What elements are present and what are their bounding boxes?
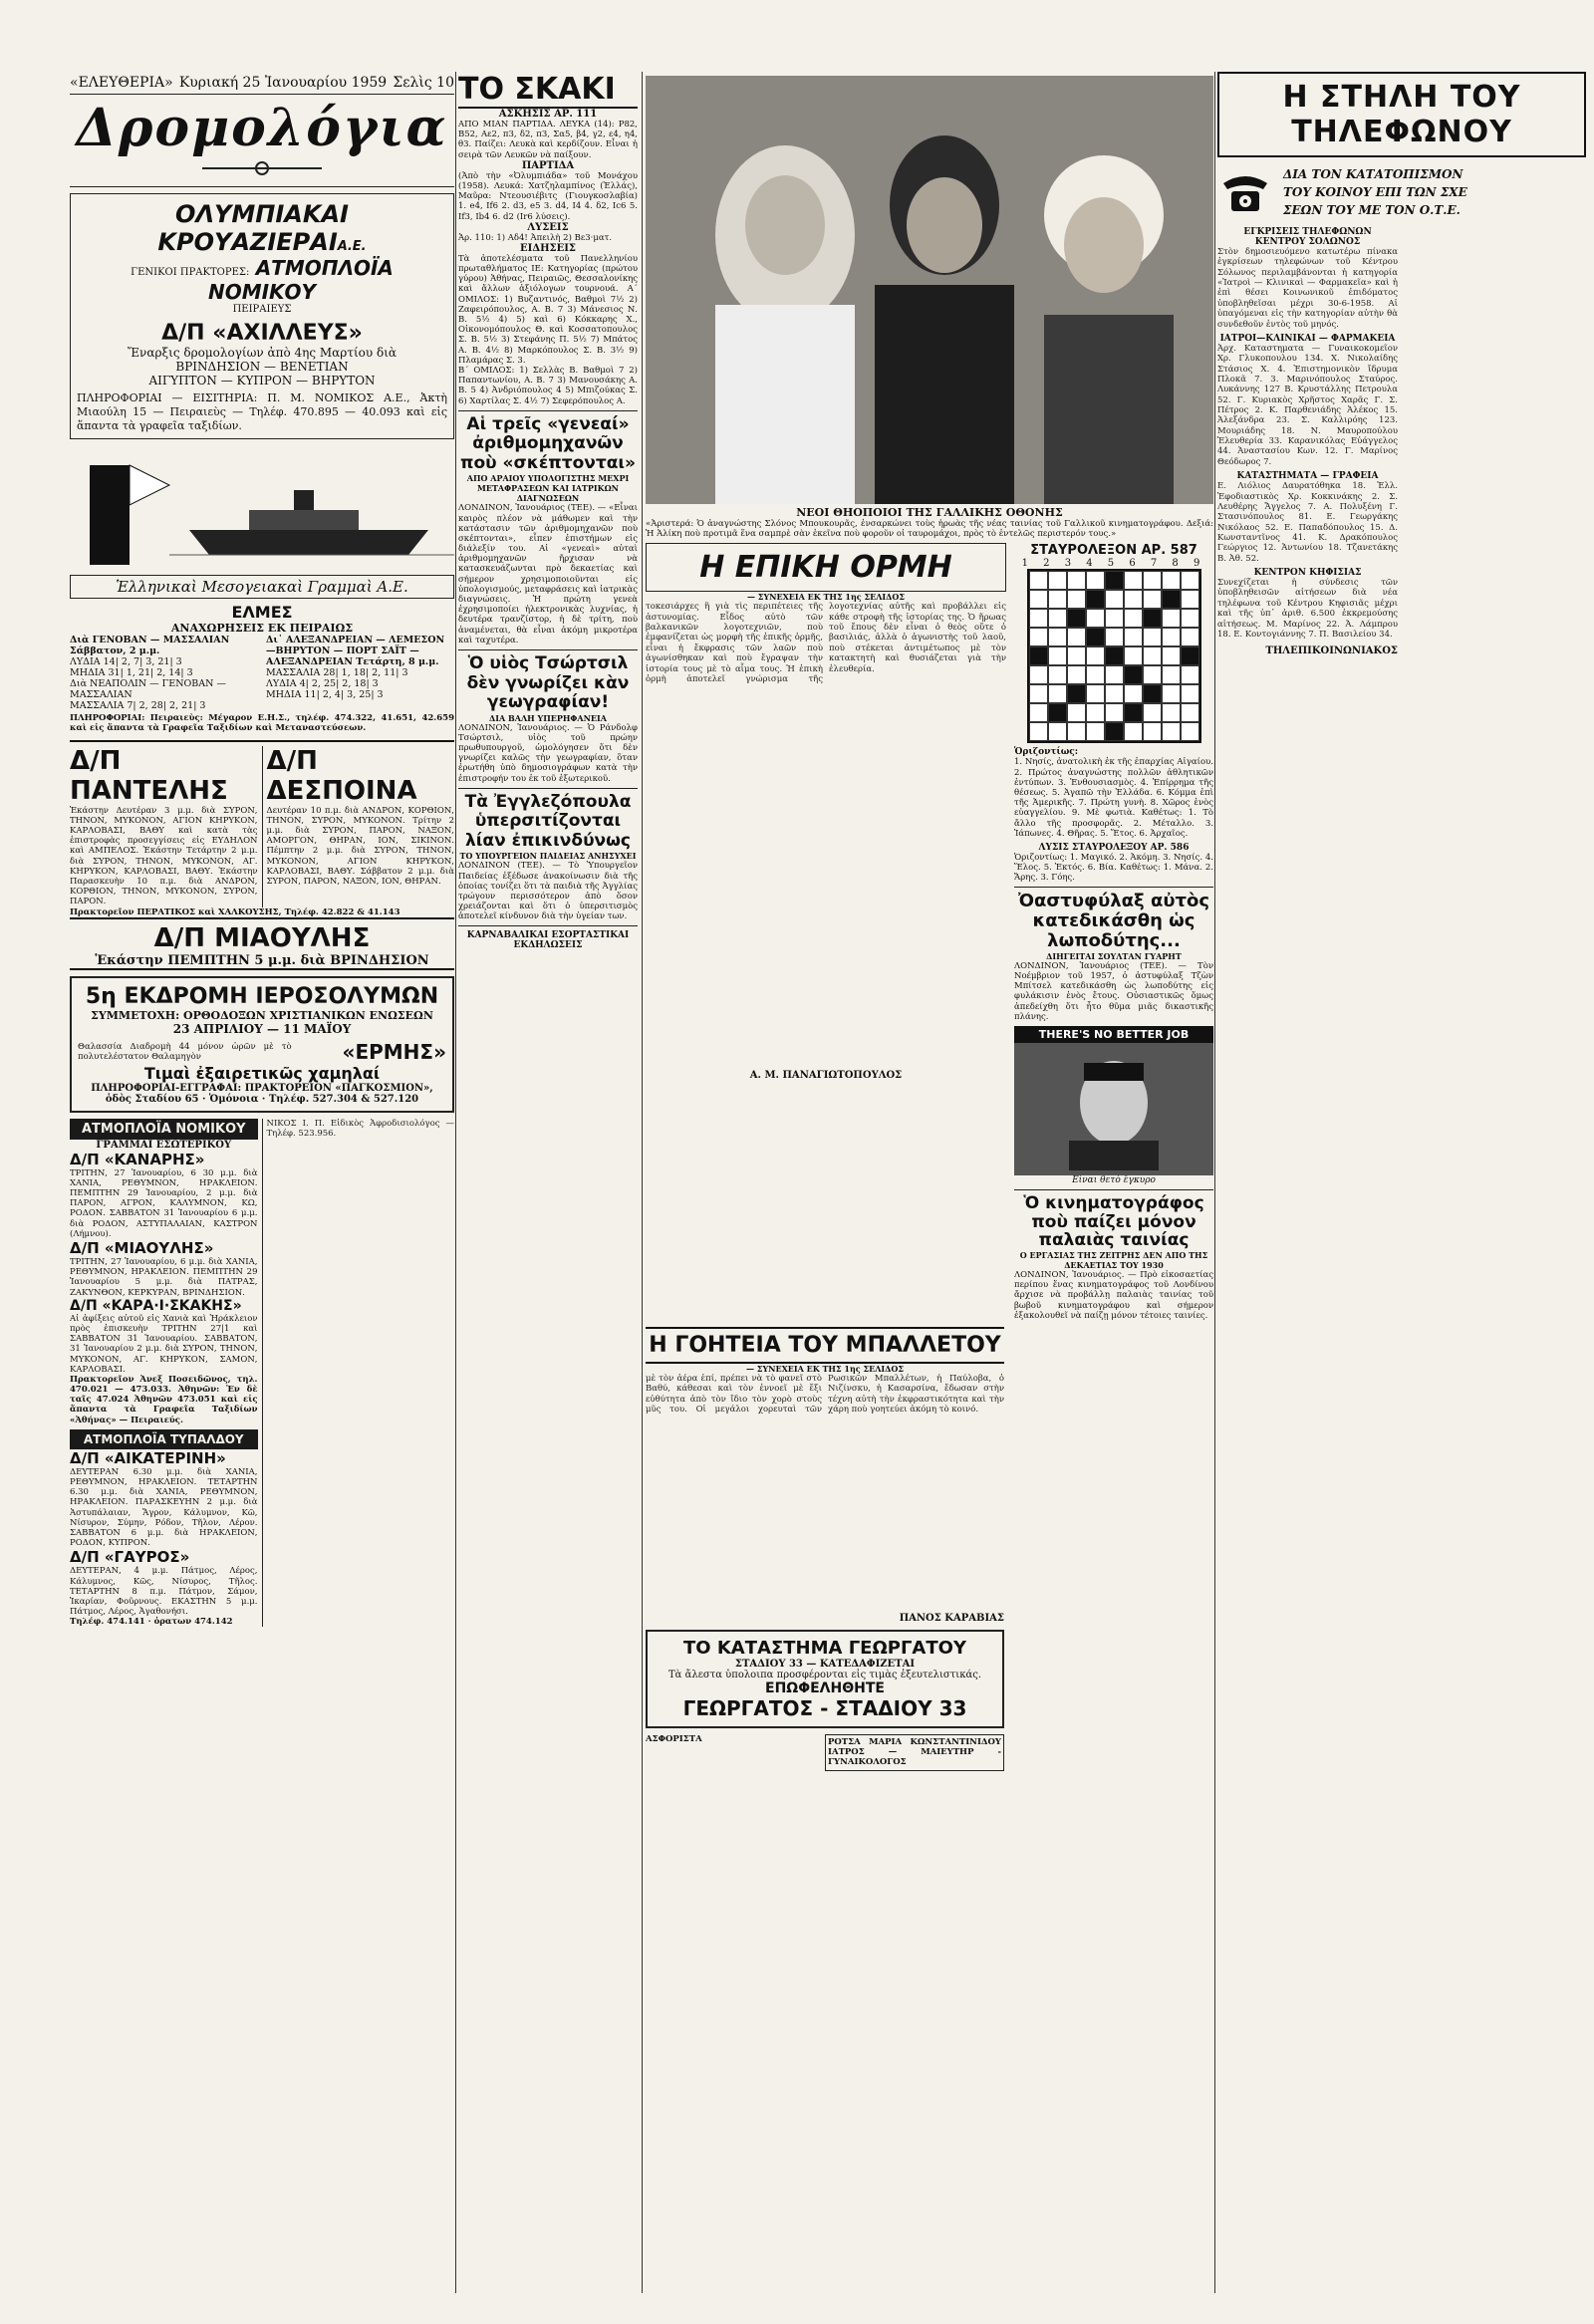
poster-banner: THERE'S NO BETTER JOB: [1014, 1026, 1213, 1043]
crossword-title: ΣΤΑΥΡΟΛΕΞΟΝ ΑΡ. 587: [1030, 543, 1197, 559]
kanaris-text: ΤΡΙΤΗΝ, 27 Ἰανουαρίου, 6 30 μ.μ. διὰ ΧΑΝΙΑ, ΡΕΘΥΜΝΟΝ, ΗΡΑΚΛΕΙΟΝ. ΠΕΜΠΤΗΝ 29 Ἰανουαρίου, 2 μ.μ. διὰ ΠΑΡΟΝ, ΑΓΡΟΝ, ΚΑΛΥΜΝΟΝ, ΚΩ, ΡΟΔΟΝ. ΣΑΒΒΑΤΟΝ 31 Ἰανουαρίου 6 μ.μ. διὰ ΡΟΔΟΝ, ΑΣΤΥΠΑΛΑΙΑΝ, ΚΑΣΤΡΟΝ (Λήμνου).: [70, 1167, 258, 1239]
karaiskakis-text: Αἱ ἀφίξεις αὐτοῦ εἰς Χανιὰ καὶ Ἡράκλειον πρὸς ἐπισκευὴν ΤΡΙΤΗΝ 27|1 καὶ ΣΑΒΒΑΤΟΝ 31 Ἰανουαρίου. ΣΑΒΒΑΤΟΝ, 31 Ἰανουαρίου 2 μ.μ. διὰ ΣΥΡΟΝ, ΤΗΝΟΝ, ΜΥΚΟΝΟΝ, ΑΓ. ΚΗΡΥΚΟΝ, ΣΑΜΟΝ, ΚΑΡΛΟΒΑΣΙ.: [70, 1313, 258, 1375]
crossword-cell: [1124, 628, 1143, 646]
crossword-black-cell: [1143, 684, 1162, 703]
kifisia-title: ΚΕΝΤΡΟΝ ΚΗΦΙΣΙΑΣ: [1253, 568, 1362, 579]
crossword-cell: [1181, 703, 1199, 722]
ship-achilleus-text: Ἔναρξις δρομολογίων ἀπὸ 4ης Μαρτίου διὰ: [127, 346, 398, 360]
georgatos-store-ad: [646, 1630, 1004, 1728]
shops-text: Ε. Λιόλιος Δαυρατόθηκα 18. Ἑλλ. Ἐφοδιαστικὸς Χρ. Κοκκινάκης 2. Σ. Λευθέρης Ἄγγελος 7. Α. Πολυξένη Γ. Στασινόπουλος 81. Ε. Γεωργάκης Νικόλαος 52. Ε. Παπαδόπουλος 15. Δ. Κωνσταντῖνος 41. Κ. Δρακόπουλος Γεώργιος 12. Ἀντωνίου 18. Τζανετάκης Β. Ἀθ. 52.: [1217, 481, 1398, 564]
panteles-block: [70, 746, 258, 907]
aikaterini-title: Δ/Π «ΑΙΚΑΤΕΡΙΝΗ»: [70, 1448, 226, 1467]
elmes-block: [70, 603, 454, 733]
cinema-byline: Ο ΕΡΓΑΣΙΑΣ ΤΗΣ ΖΕΙΤΡΗΣ ΔΕΝ ΑΠΟ ΤΗΣ ΔΕΚΑΕΤΙΑΣ ΤΟΥ 1930: [1019, 1250, 1208, 1271]
churchill-article: ΛΟΝΔΙΝΟΝ, Ἰανουάριος. — Ὁ Ράνδολφ Τσώρτσιλ, υἱὸς τοῦ πρώην πρωθυπουργοῦ, ὡμολόγησεν ὅτι δὲν γνωρίζει καλῶς τὴν γεωγραφίαν, ὅταν ἐρωτήθη ὑπὸ δημοσιογράφων κατὰ τὴν ἐπιστροφήν του ἐκ τοῦ ἐξωτερικοῦ.: [458, 722, 638, 784]
paper-name: «ΕΛΕΥΘΕΡΙΑ»: [70, 75, 173, 91]
children-article: ΛΟΝΔΙΝΟΝ (ΤΕΕ). — Τὸ Ὑπουργεῖον Παιδείας ἐξέδωσε ἀνακοίνωσιν διὰ τῆς ὁποίας τονίζει ὅτι τὰ παιδιὰ τῆς Ἀγγλίας τρώγουν περισσότερον ἀπὸ ὅσον χρειάζονται καὶ ὅτι ὁ ὑπερσιτισμὸς ἀποτελεῖ κίνδυνον διὰ τὴν ὑγείαν των.: [458, 861, 638, 922]
churchill-byline: ΔΙΑ ΒΑΛΗ ΥΠΕΡΗΦΑΝΕΙΑ: [489, 712, 607, 723]
store-address: ΣΤΑΔΙΟΥ 33 — ΚΑΤΕΔΑΦΙΖΕΤΑΙ: [734, 1658, 916, 1670]
crossword-cell: [1162, 571, 1181, 590]
crossword-cell: [1048, 590, 1067, 609]
police-poster-photo: [1014, 1026, 1213, 1175]
column-rule: [1214, 72, 1215, 2293]
solutions-text: Ἀρ. 110: 1) Αδ4! Ἀπειλὴ 2) Βε3·ματ.: [458, 232, 613, 243]
children-headline: Τὰ Ἐγγλεζόπουλα ὑπερσιτίζονται λίαν ἐπικινδύνως: [464, 791, 632, 851]
chess-problem-text: ΑΠΟ ΜΙΑΝ ΠΑΡΤΙΔΑ. ΛΕΥΚΑ (14): Ρ82, Β52, Αε2, π3, δ2, π3, Σα5, β4, γ2, ε4, η4, θ3. Παίζει: Λευκὰ καὶ κερδίζουν. Εἶναι ἡ σειρὰ τῶν Λευκῶν νὰ παίξουν.: [458, 120, 638, 160]
ship-achilleus-name: Δ/Π «ΑΧΙΛΛΕΥΣ»: [161, 321, 363, 346]
excursion-info: ΠΛΗΡΟΦΟΡΙΑΙ-ΕΓΓΡΑΦΑΙ: ΠΡΑΚΤΟΡΕΙΟΝ «ΠΑΓΚΟΣΜΙΟΝ», ὁδὸς Σταδίου 65 · Ὁμόνοια · Τηλέφ. 527.304 & 527.120: [91, 1082, 433, 1105]
anchor-ornament-icon: [202, 158, 322, 178]
nomikos-agents: Πρακτορεῖον Ἀνεξ Ποσειδῶνος, τηλ. 470.021 — 473.033. Ἀθηνῶν: Ἐν δὲ ταῖς 47.024 Ἀθηνῶν 473.051 καὶ εἰς ἅπαντα τὰ Γραφεῖα Ταξιδίων «Ἀθήνας» — Πειραιεύς.: [70, 1374, 258, 1425]
telephone-column: [1217, 72, 1586, 2293]
kifisia-text: Συνεχίζεται ἡ σύνδεσις τῶν ὑποβληθεισῶν αἰτήσεων διὰ νέα τηλέφωνα τοῦ Κέντρου Κηφισιᾶς μέχρι καὶ τῆς ὑπ᾽ ἀριθ. 6.500 ἐκκρεμούσης αἰτήσεως. Μ. Μαρίνος 22. Ἀ. Λάμπρου 18. Ε. Κοντογιάννης 7. Π. Βασιλείου 34.: [1217, 578, 1398, 640]
crossword-cell: [1124, 646, 1143, 665]
gavros-title: Δ/Π «ΓΑΥΡΟΣ»: [70, 1548, 190, 1567]
cinema-text: ΛΟΝΔΙΝΟΝ, Ἰανουάριος. — Πρὸ εἰκοσαετίας περίπου ἕνας κινηματογράφος τοῦ Λονδίνου ἄρχισε νὰ προβάλλῃ παλαιὰς ταινίας τοῦ βωβοῦ κινηματογράφου καὶ σήμερον ἐξακολουθεῖ νὰ παίζῃ μόνον τέτοιες ταινίες.: [1014, 1270, 1213, 1321]
crossword-cell: [1029, 609, 1048, 628]
crossword-cell: [1181, 628, 1199, 646]
small-ad-1: ΑΣΦΟΡΙΣΤΑ: [646, 1733, 702, 1744]
crossword-cell: [1143, 571, 1162, 590]
elmes-left-head: Διὰ ΓΕΝΟΒΑΝ — ΜΑΣΣΑΛΙΑΝ Σάββατον, 2 μ.μ.: [70, 635, 230, 657]
crossword-cell: [1124, 590, 1143, 609]
policeman-byline: ΔΙΗΓΕΙΤΑΙ ΣΟΥΛΤΑΝ ΓΥΑΡΗΤ: [1046, 950, 1182, 961]
crossword-cell: [1067, 703, 1086, 722]
crossword-cell: [1048, 646, 1067, 665]
shops-title: ΚΑΤΑΣΤΗΜΑΤΑ — ΓΡΑΦΕΙΑ: [1236, 471, 1379, 482]
agents-name: ΑΤΜΟΠΛΟΪΑ ΝΟΜΙΚΟΥ: [207, 256, 394, 304]
crossword-cell: [1181, 665, 1199, 684]
elmes-right-row: ΜΗΔΙΑ 11| 2, 4| 3, 25| 3: [266, 689, 384, 701]
elmes-left-row: ΛΥΔΙΑ 14| 2, 7| 3, 21| 3: [70, 656, 182, 668]
agents-label: ΓΕΝΙΚΟΙ ΠΡΑΚΤΟΡΕΣ:: [131, 267, 250, 278]
crossword-cell: [1124, 722, 1143, 741]
crossword-cell: [1029, 722, 1048, 741]
crossword-black-cell: [1181, 646, 1199, 665]
ballet-headline: Η ΓΟΗΤΕΙΑ ΤΟΥ ΜΠΑΛΛΕΤΟΥ: [646, 1327, 1004, 1364]
miaoulis2-text: ΤΡΙΤΗΝ, 27 Ἰανουαρίου, 6 μ.μ. διὰ ΧΑΝΙΑ, ΡΕΘΥΜΝΟΝ, ΗΡΑΚΛΕΙΟΝ. ΠΕΜΠΤΗΝ 29 Ἰανουαρίου 5 μ.μ. διὰ ΠΑΤΡΑΣ, ΖΑΚΥΝΘΟΝ, ΚΕΡΚΥΡΑΝ, ΒΡΙΝΔΗΣΙΟΝ.: [70, 1257, 258, 1298]
excursion-prices: Τιμαὶ ἐξαιρετικῶς χαμηλαί: [143, 1063, 381, 1083]
crossword-cell: [1086, 703, 1105, 722]
doctors-text: Ἀρχ. Καταστηματα — Γυναικοκομεῖον Χρ. Γλυκοπουλου 134. Χ. Νικολαίδης Στάσιος Χ. 4. Ἐπιστημονικὸν ἴδρυμα Πλοκᾶ 7. 3. Μαρινόπουλος Σταύρος. Λυκάννης 127 Β. Κρυστάλλης Πετρουλα 52. Γ. Κυριακὸς Χρῆστος Χαρᾶς Γ. Σ. Πέτρος 2. Κ. Παρθενιάδης Ἀλέκος 15. Ἀλεξάνδρα 23. Σ. Καλλιρόης 123. Μουριάδης 18. Ν. Μαυροπούλου Ἐλευθερία 33. Καρανικόλας Εὐάγγελος 44. Ἀναστασίου Κων. 12. Γ. Μαρίνος Θεόδωρος 7.: [1217, 343, 1398, 467]
telephone-subtitle-1: ΔΙΑ ΤΟΝ ΚΑΤΑΤΟΠΙΣΜΟΝ: [1283, 167, 1463, 181]
excursion-title: 5η ΕΚΔΡΟΜΗ ΙΕΡΟΣΟΛΥΜΩΝ: [85, 983, 439, 1009]
crossword-black-cell: [1067, 609, 1086, 628]
ballet-article: [646, 1327, 1004, 1624]
jerusalem-excursion-ad: [70, 976, 454, 1113]
photo-caption-title: ΝΕΟΙ ΘΗΟΠΟΙΟΙ ΤΗΣ ΓΑΛΛΙΚΗΣ ΟΘΟΝΗΣ: [796, 506, 1063, 519]
news-text-2: Β΄ ΟΜΙΛΟΣ: 1) Σελλὰς Β. Βαθμοὶ 7 2) Παπαντωνίου, Α. Β. 7 3) Μανουσάκης Α. Β. 5 4) Ἀνδριόπουλος 4 5) Μπιζούκας Σ. 6) Χαρτίλας Σ. 4½ 7) Σεφερόπουλος Α.: [458, 365, 638, 406]
crossword-cell: [1067, 571, 1086, 590]
elmes-right-row: ΛΥΔΙΑ 4| 2, 25| 2, 18| 3: [266, 678, 379, 690]
crossword-cell: [1029, 665, 1048, 684]
miaoulis-title: Δ/Π ΜΙΑΟΥΛΗΣ: [153, 922, 371, 953]
crossword-cell: [1181, 684, 1199, 703]
crossword-cell: [1162, 628, 1181, 646]
nomikos-domestic-lines: ΓΡΑΜΜΑΙ ΕΣΩΤΕΡΙΚΟΥ: [96, 1139, 232, 1151]
crossword-cell: [1029, 628, 1048, 646]
crossword-cell: [1162, 609, 1181, 628]
page-number: Σελὶς 10: [393, 75, 454, 91]
children-byline: ΤΟ ΥΠΟΥΡΓΕΙΟΝ ΠΑΙΔΕΙΑΣ ΑΝΗΣΥΧΕΙ: [459, 851, 637, 862]
crossword-cell: [1162, 722, 1181, 741]
carnival-ad: ΚΑΡΝΑΒΑΛΙΚΑΙ ΕΣΟΡΤΑΣΤΙΚΑΙ ΕΚΔΗΛΩΣΕΙΣ: [466, 930, 630, 951]
cruise-suffix: Α.Ε.: [337, 239, 367, 254]
crossword-cell: [1029, 703, 1048, 722]
crossword-black-cell: [1067, 684, 1086, 703]
crossword-cell: [1124, 609, 1143, 628]
store-slogan: ΕΠΩΦΕΛΗΘΗΤΕ: [765, 1679, 885, 1696]
crossword-solution: Ὁριζοντίως: 1. Μαγικό. 2. Ἀκόμη. 3. Νησίς. 4. Ἕλος. 5. Ἐκτός. 6. Βία. Καθέτως: 1. Μάνα. 2. Ἄρης. 3. Γόης.: [1014, 852, 1213, 884]
crossword-cell: [1086, 571, 1105, 590]
cinema-headline: Ὁ κινηματογράφος ποὺ παίζει μόνον παλαιὰς ταινίας: [1023, 1192, 1204, 1251]
crossword-cell: [1086, 609, 1105, 628]
chess-problem-title: ΑΣΚΗΣΙΣ ΑΡ. 111: [498, 109, 598, 120]
poster-caption: Εἶναι θετὸ ἔγκυρο: [1072, 1174, 1156, 1185]
crossword-cell: [1048, 571, 1067, 590]
karaiskakis-title: Δ/Π «ΚΑΡΑ·Ι·ΣΚΑΚΗΣ»: [70, 1297, 242, 1314]
crossword-cell: [1105, 609, 1124, 628]
crossword-cell: [1048, 665, 1067, 684]
french-actors-photo: [646, 76, 1213, 504]
crossword-cell: [1143, 646, 1162, 665]
bottom-ad: ΝΙΚΟΣ Ι. Π. Εἰδικὸς Ἀφροδισιολόγος — Τηλέφ. 523.956.: [266, 1118, 454, 1140]
crossword-cell: [1143, 722, 1162, 741]
ship-illustration: [70, 445, 454, 575]
policeman-text: ΛΟΝΔΙΝΟΝ, Ἰανουάριος (ΤΕΕ). — Τὸν Νοέμβριον τοῦ 1957, ὁ ἀστυφύλαξ Τζὼν Μπίτσελ κατεδικάσθη ὡς λωποδύτης εἰς φυλάκισιν ἑνὸς ἔτους. Οὐσιαστικῶς ὅμως ἀπεδείχθη ὅτι ἦτο θῦμα μιᾶς δικαστικῆς πλάνης.: [1014, 960, 1213, 1022]
crossword-cell: [1105, 590, 1124, 609]
crossword-cell: [1162, 665, 1181, 684]
solonos-approvals-title: ΕΓΚΡΙΣΕΙΣ ΤΗΛΕΦΩΝΩΝ ΚΕΝΤΡΟΥ ΣΟΛΩΝΟΣ: [1243, 227, 1372, 247]
computers-article: ΛΟΝΔΙΝΟΝ, Ἰανουάριος (ΤΕΕ). — «Εἶναι καιρὸς πλέον νὰ μάθωμεν καὶ τὴν κατάστασιν τῶν ἀριθμομηχανῶν ποὺ σκέπτονται», εἶπεν ἐπιστήμων εἰς διάλεξίν του. Αἱ «γενεαὶ» αὐταὶ ἀριθμομηχανῶν ἤρχισαν νὰ κατασκευάζωνται πρὸ δεκαετίας καὶ σήμερον χρησιμοποιοῦνται εἰς ὑπολογισμούς, μεταφράσεις καὶ ἰατρικὰς διαγνώσεις. Ἡ πρώτη γενεὰ ἐχρησιμοποίει ἠλεκτρονικὰς λυχνίας, ἡ δευτέρα τρανζίστορ, ἡ δὲ τρίτη, ποὺ ἀναμένεται, θὰ εἶναι ἀκόμη μικροτέρα καὶ ταχυτέρα.: [458, 503, 638, 646]
crossword-cell: [1105, 703, 1124, 722]
crossword-black-cell: [1029, 646, 1048, 665]
crossword-cell: [1143, 665, 1162, 684]
nomikos-lines-block: [70, 1119, 258, 1628]
crossword-cell: [1181, 590, 1199, 609]
solonos-approvals-text: Στὸν δημοσιευόμενο κατωτέρω πίνακα ἐγκρίσεων τηλεφώνων τοῦ Κέντρου Σόλωνος περιλαμβάνονται ἡ κατηγορία «Ἰατροὶ — Κλινικαὶ — Φαρμακεῖα» καὶ ἡ ἐπὶ θέσει Κοινωνικοῦ ἐπιδόματος ὑποβληθεῖσαι μέχρι 30-6-1958. Αἱ ὑπαγόμεναι εἰς τὴν κατηγορίαν αὐτὴν θὰ συνδεθοῦν ἐντὸς τοῦ μηνός.: [1217, 247, 1398, 330]
column-signature: ΤΗΛΕΠΙΚΟΙΝΩΝΙΑΚΟΣ: [1265, 646, 1398, 657]
crossword-black-cell: [1086, 590, 1105, 609]
elmes-left-row: ΜΑΣΣΑΛΙΑ 7| 2, 28| 2, 21| 3: [70, 700, 206, 712]
telephone-subtitle-3: ΣΕΩΝ ΤΟΥ ΜΕ ΤΟΝ Ο.Τ.Ε.: [1283, 203, 1461, 217]
crossword-cell: [1048, 722, 1067, 741]
features-column: [646, 72, 1213, 2293]
crossword-cell: [1048, 628, 1067, 646]
excursion-ship-text: Θαλασσία Διαδρομὴ 44 μόνον ὡρῶν μὲ τὸ πολυτελέστατον Θαλαμηγὸν: [78, 1041, 292, 1062]
aikaterini-text: ΔΕΥΤΕΡΑΝ 6.30 μ.μ. διὰ ΧΑΝΙΑ, ΡΕΘΥΜΝΟΝ, ΗΡΑΚΛΕΙΟΝ. ΤΕΤΑΡΤΗΝ 6.30 μ.μ. διὰ ΧΑΝΙΑ, ΡΕΘΥΜΝΟΝ, ΗΡΑΚΛΕΙΟΝ. ΠΑΡΑΣΚΕΥΗΝ 2 μ.μ. διὰ Ἀστυπάλαιαν, Ἄγρον, Κάλυμνον, Κῶ, Νίσυρον, Σύμην, Ρόδον, Τῆλον, Λέρον. ΣΑΒΒΑΤΟΝ 6 μ.μ. διὰ ΗΡΑΚΛΕΙΟΝ, ΡΟΔΟΝ, ΚΥΠΡΟΝ.: [70, 1466, 258, 1549]
hellenic-lines-name: Ἑλληνικαὶ Μεσογειακαὶ Γραμμαὶ Α.Ε.: [70, 575, 454, 599]
kanaris-title: Δ/Π «ΚΑΝΑΡΗΣ»: [70, 1150, 205, 1168]
panteles-title: Δ/Π ΠΑΝΤΕΛΗΣ: [70, 745, 228, 806]
crossword-cell: [1067, 646, 1086, 665]
crossword-black-cell: [1105, 722, 1124, 741]
game-text: (Ἀπὸ τὴν «Ὀλυμπιάδα» τοῦ Μονάχου (1958). Λευκά: Χατζηλαμπίνος (Ἑλλάς), Μαῦρα: Ντεουσιέβιτς (Γιουγκοσλαβία) 1. e4, Ιf6 2. d3, e5 3. d4, Ι4 4. δ2, Ιc6 5. Ιf3, Ιb4 6. d2 (Ιr6 λύσεις).: [458, 170, 638, 222]
crossword-cell: [1086, 722, 1105, 741]
crossword-cell: [1067, 665, 1086, 684]
crossword-cell: [1067, 722, 1086, 741]
crossword-cell: [1105, 684, 1124, 703]
crossword-cell: [1143, 590, 1162, 609]
miaoulis2-title: Δ/Π «ΜΙΑΟΥΛΗΣ»: [70, 1239, 214, 1257]
ballet-text: μὲ τὸν ἀέρα ἐπί, πρέπει νὰ τὸ φανεῖ στὸ Βαθύ, κάθεσαι καὶ τὸν ἐννοεῖ μὲ ἔξι εὐθύτητα ἀπὸ τὸν ἴδιο τὸν χορὸ στοὺς μῦς του. Οἱ μεγάλοι χορευταὶ τῶν Ρωσικῶν Μπαλλέτων, ἡ Παύλοβα, ὁ Νιζίνσκυ, ἡ Κασαρσίνα, ἔδωσαν στὴν τέχνη αὐτὴ τὴν ἐκφραστικότητα καὶ τὴν χάρη ποὺ γοητεύει ἀκόμη τὸ κοινό.: [646, 1373, 1004, 1416]
elmes-subtitle: ΑΝΑΧΩΡΗΣΕΙΣ ΕΚ ΠΕΙΡΑΙΩΣ: [170, 622, 354, 636]
despoina-block: [262, 746, 455, 907]
solutions-title: ΛΥΣΕΙΣ: [527, 221, 569, 233]
store-title: ΤΟ ΚΑΤΑΣΤΗΜΑ ΓΕΩΡΓΑΤΟΥ: [683, 1637, 966, 1659]
crossword-cell: [1181, 571, 1199, 590]
crossword-clues: 1. Νησίς, ἀνατολικὴ ἐκ τῆς ἐπαρχίας Αἰγαίου. 2. Πρώτος ἀναγνώστης πολλῶν ἀθλητικῶν ἐντύπων. 3. Ἐνθουσιασμὸς. 4. Ἐπίρρημα τῆς θέσεως. 5. Ἀγαπῶ τὴν Ἑλλάδα. 6. Κόμμα ἐπὶ τῆς Ἀμερικῆς. 7. Πρώτη γυνὴ. 8. Χῶρος ἑνὸς εὐαγγελίου. 9. Μὲ φωτιὰ. Καθέτως: 1. Τὸ ἄλλο τῆς προσφορᾶς. 2. Μέταλλο. 3. Ἰάπωνες. 4. Θῆρας. 5. Ἔτος. 6. Ἀρχαῖος.: [1014, 757, 1213, 839]
crossword-clues-title: Ὁριζοντίως:: [1014, 747, 1079, 758]
crossword-black-cell: [1162, 590, 1181, 609]
crossword-cell: [1143, 703, 1162, 722]
crossword-black-cell: [1124, 703, 1143, 722]
crossword-cell: [1086, 665, 1105, 684]
ship-achilleus-route2: ΑΙΓΥΠΤΟΝ — ΚΥΠΡΟΝ — ΒΗΡΥΤΟΝ: [148, 374, 376, 387]
crossword-cell: [1162, 703, 1181, 722]
crossword-cell: [1105, 628, 1124, 646]
olympic-cruises-ad: [70, 193, 454, 439]
churchill-headline: Ὁ υἱὸς Τσώρτσιλ δὲν γνωρίζει κὰν γεωγραφίαν!: [466, 652, 630, 713]
schedules-logo: Δρομολόγια: [76, 98, 448, 158]
telephone-subtitle-2: ΤΟΥ ΚΟΙΝΟΥ ΕΠΙ ΤΩΝ ΣΧΕ: [1283, 185, 1467, 199]
ship-achilleus-info: ΠΛΗΡΟΦΟΡΙΑΙ — ΕΙΣΙΤΗΡΙΑ: Π. Μ. ΝΟΜΙΚΟΣ Α.Ε., Ἀκτὴ Μιαούλη 15 — Πειραιεὺς — Τηλέφ. 470.895 — 40.093 καὶ εἰς ἅπαντα τὰ γραφεῖα ταξιδίων.: [77, 391, 447, 432]
crossword-block: [1014, 543, 1213, 1321]
crossword-black-cell: [1143, 609, 1162, 628]
despoina-text: Δευτέραν 10 π.μ. διὰ ΑΝΔΡΟΝ, ΚΟΡΘΙΟΝ, ΤΗΝΟΝ, ΣΥΡΟΝ, ΜΥΚΟΝΟΝ. Τρίτην 2 μ.μ. διὰ ΣΥΡΟΝ, ΠΑΡΟΝ, ΝΑΞΟΝ, ΑΜΟΡΓΟΝ, ΘΗΡΑΝ, ΙΟΝ, ΣΙΚΙΝΟΝ. Πέμπτην 2 μ.μ. διὰ ΣΥΡΟΝ, ΤΗΝΟΝ, ΜΥΚΟΝΟΝ, ΑΓΙΟΝ ΚΗΡΥΚΟΝ, ΚΑΡΛΟΒΑΣΙ, ΒΑΘΥ. Σάββατον 2 μ.μ. διὰ ΣΥΡΟΝ, ΠΑΡΟΝ, ΝΑΞΟΝ, ΙΟΝ, ΘΗΡΑΝ.: [266, 805, 454, 887]
crossword-cell: [1181, 609, 1199, 628]
ship-achilleus-route1: ΒΡΙΝΔΗΣΙΟΝ — ΒΕΝΕΤΙΑΝ: [175, 360, 349, 374]
epic-author: Α. Μ. ΠΑΝΑΓΙΩΤΟΠΟΥΛΟΣ: [749, 1070, 903, 1082]
masthead-line: [70, 72, 454, 95]
issue-date: Κυριακή 25 Ἰανουαρίου 1959: [178, 75, 388, 91]
column-rule: [455, 72, 456, 2293]
elmes-left-row: ΜΗΔΙΑ 31| 1, 21| 2, 14| 3: [70, 667, 193, 679]
typaldos-logo: ΑΤΜΟΠΛΟΪΑ ΤΥΠΑΛΔΟΥ: [70, 1429, 258, 1449]
chess-column: [458, 72, 638, 2273]
computers-byline: ΑΠΟ ΑΡΑΙΟΥ ΥΠΟΛΟΓΙΣΤΗΣ ΜΕΧΡΙ ΜΕΤΑΦΡΑΣΕΩΝ ΚΑΙ ΙΑΤΡΙΚΩΝ ΔΙΑΓΝΩΣΕΩΝ: [466, 473, 630, 504]
crossword-cell: [1124, 571, 1143, 590]
doctors-title: ΙΑΤΡΟΙ—ΚΛΙΝΙΚΑΙ — ΦΑΡΜΑΚΕΙΑ: [1219, 333, 1396, 344]
excursion-dates: 23 ΑΠΡΙΛΙΟΥ — 11 ΜΑΪΟΥ: [172, 1021, 352, 1036]
news-text: Τὰ ἀποτελέσματα τοῦ Πανελληνίου πρωταθλήματος ΙΕ: Κατηγορίας (πρώτου γύρου) Ἀθήνας, Πειραιῶς, Θεσσαλονίκης καὶ ἄλλων ἀξιόλογων τουρνουά. Α΄ ΟΜΙΛΟΣ: 1) Βυζαντινός, Βαθμοὶ 7½ 2) Ζαφειρόπουλος, Α. Β. 7 3) Μάνεσιος Ν. Β. 5½ 4) 5) καὶ 6) Κόκκαρης Χ., Οἰκονομόπουλος Θ. καὶ Κοσσατοπουλος Σ. Β. 5½ 3) Στεφάνης Π. 5½ 7) Μπάτος Α. Β. 4½ 8) Μαρκόπουλος Σ. Β. 3½ 9) Πλαμάρας Σ. 3.: [458, 253, 638, 366]
elmes-title: ΕΛΜΕΣ: [231, 603, 293, 623]
crossword-black-cell: [1124, 665, 1143, 684]
column-rule: [642, 72, 643, 2293]
nomikos-logo: ΑΤΜΟΠΛΟΪΑ ΝΟΜΙΚΟΥ: [70, 1119, 258, 1140]
telephone-column-title: Η ΣΤΗΛΗ ΤΟΥ ΤΗΛΕΦΩΝΟΥ: [1217, 72, 1586, 157]
crossword-cell: [1029, 684, 1048, 703]
despoina-title: Δ/Π ΔΕΣΠΟΙΝΑ: [266, 745, 417, 806]
excursion-subtitle: ΣΥΜΜΕΤΟΧΗ: ΟΡΘΟΔΟΞΩΝ ΧΡΙΣΤΙΑΝΙΚΩΝ ΕΝΩΣΕΩΝ: [91, 1008, 433, 1022]
agents-city: ΠΕΙΡΑΙΕΥΣ: [232, 304, 292, 315]
crossword-cell: [1048, 609, 1067, 628]
computers-headline: Αἱ τρεῖς «γενεαί» ἀριθμομηχανῶν ποὺ «σκέπτονται»: [460, 413, 636, 473]
game-title: ΠΑΡΤΙΔΑ: [521, 159, 575, 171]
excursion-ship-name: «ΕΡΜΗΣ»: [342, 1039, 446, 1064]
photo-caption: «Ἀριστερά: Ὁ ἀναγνώστης Σλόνος Μπουκουρᾶς, ἐνσαρκώνει τοὺς ἡρωὰς τῆς νέας ταινίας τοῦ Γαλλικοῦ κινηματογράφου. Δεξιά: Ἡ Ἀλίκη ποὺ προτιμᾶ ἕνα σαμπρὲ σὰν ἐκεῖνα ποὺ φοροῦν οἱ ταυρομάχοι, πρὸς τὸ ἐντελῶς περιστερόν τους.»: [646, 519, 1213, 540]
cruise-title: ΟΛΥΜΠΙΑΚΑΙ ΚΡΟΥΑΖΙΕΡΑΙ: [157, 200, 349, 256]
crossword-grid: [1027, 569, 1201, 743]
epic-article: [646, 543, 1006, 1321]
crossword-cell: [1105, 665, 1124, 684]
news-title: ΕΙΔΗΣΕΙΣ: [520, 242, 576, 254]
elmes-left-row: Διὰ ΝΕΑΠΟΛΙΝ — ΓΕΝΟΒΑΝ — ΜΑΣΣΑΛΙΑΝ: [70, 678, 226, 701]
small-ad-2: ΡΟΤΣΑ ΜΑΡΙΑ ΚΩΝΣΤΑΝΤΙΝΙΔΟΥ ΙΑΤΡΟΣ — ΜΑΙΕΥΤΗΡ - ΓΥΝΑΙΚΟΛΟΓΟΣ: [825, 1734, 1004, 1771]
crossword-cell: [1067, 628, 1086, 646]
crossword-black-cell: [1105, 571, 1124, 590]
crossword-black-cell: [1105, 646, 1124, 665]
despoina-agents: Πρακτορεῖον ΠΕΡΑΤΙΚΟΣ καὶ ΧΑΛΚΟΥΣΗΣ, Τηλέφ. 42.822 & 41.143: [70, 907, 454, 919]
store-text: Τὰ ἄλεστα ὑπολοιπα προσφέρονται εἰς τιμὰς ἐξευτελιστικάς.: [668, 1669, 981, 1680]
crossword-cell: [1162, 684, 1181, 703]
telephone-icon: [1217, 167, 1273, 217]
miaoulis-text: Ἑκάστην ΠΕΜΠΤΗΝ 5 μ.μ. διὰ ΒΡΙΝΔΗΣΙΟΝ: [95, 952, 429, 968]
epic-headline: Η ΕΠΙΚΗ ΟΡΜΗ: [646, 543, 1006, 592]
crossword-black-cell: [1048, 703, 1067, 722]
crossword-cell: [1048, 684, 1067, 703]
elmes-info: ΠΛΗΡΟΦΟΡΙΑΙ: Πειραιεὺς: Μέγαρον Ε.Η.Σ., τηλέφ. 474.322, 41.651, 42.659 καὶ εἰς ἅπαντα τὰ Γραφεῖα Ταξιδίων καὶ Μεταναστεύσεων.: [70, 713, 454, 734]
store-name: ΓΕΩΡΓΑΤΟΣ - ΣΤΑΔΙΟΥ 33: [682, 1695, 967, 1720]
epic-text: τοκεσιάρχες ἢ γιὰ τὶς περιπέτειες τῆς ἀστυνομίας. Εἶδος αὐτὸ τῶν βαλκανικῶν λογοτεχνιῶν, ποὺ ἐμφανίζεται ὡς μορφὴ τῆς ἐπικῆς ὁρμῆς, εἶναι ἡ ἔκφρασις τῶν λαῶν ποὺ ἀγωνίσθηκαν καὶ ποὺ ἔγραψαν τὴν ἱστορία τους μὲ τὸ αἷμα τους. Ἡ ἐπικὴ ὁρμὴ ἀποτελεῖ γνώρισμα τῆς λογοτεχνίας αὐτῆς καὶ προβάλλει εἰς κάθε στροφὴ τῆς ἱστορίας της. Ὁ ἥρωας τοῦ ἔπους δὲν εἶναι ὁ θεὸς οὔτε ὁ βασιλιάς, ἀλλὰ ὁ ἀγωνιστὴς τοῦ λαοῦ, ποὺ στέκεται ἀντιμέτωπος μὲ τὸν κατακτητὴ καὶ θυσιάζεται γιὰ τὴν ἐλευθερία.: [646, 602, 1006, 684]
gavros-agents: Τηλέφ. 474.141 · ὁρατων 474.142: [70, 1617, 233, 1628]
gavros-text: ΔΕΥΤΕΡΑΝ, 4 μ.μ. Πάτμος, Λέρος, Κάλυμνος, Κῶς, Νίσυρος, Τῆλος. ΤΕΤΑΡΤΗΝ 8 π.μ. Πάτμον, Σάμον, Ἰκαρίαν, Φοῦρνους. ΕΚΑΣΤΗΝ 5 μ.μ. Πάτμος, Λέρος, Ἀγαθονήσι.: [70, 1566, 258, 1618]
chess-title: ΤΟ ΣΚΑΚΙ: [458, 72, 638, 109]
crossword-cell: [1124, 684, 1143, 703]
elmes-right-head: Δι᾽ ΑΛΕΞΑΝΔΡΕΙΑΝ — ΛΕΜΕΣΟΝ —ΒΗΡΥΤΟΝ — ΠΟΡΤ ΣΑΪΤ — ΑΛΕΞΑΝΔΡΕΙΑΝ Τετάρτη, 8 μ.μ.: [266, 635, 445, 668]
crossword-numbers: 1 2 3 4 5 6 7 8 9: [1021, 558, 1206, 570]
shipping-column: [70, 98, 454, 2299]
crossword-cell: [1067, 590, 1086, 609]
crossword-cell: [1143, 628, 1162, 646]
ballet-author: ΠΑΝΟΣ ΚΑΡΑΒΙΑΣ: [899, 1612, 1004, 1624]
crossword-cell: [1029, 571, 1048, 590]
crossword-cell: [1086, 684, 1105, 703]
crossword-black-cell: [1086, 628, 1105, 646]
ballet-continuation: — ΣΥΝΕΧΕΙΑ ΕΚ ΤΗΣ 1ης ΣΕΛΙΔΟΣ: [746, 1363, 904, 1374]
typaldos-listings: [262, 1119, 455, 1628]
crossword-cell: [1162, 646, 1181, 665]
crossword-cell: [1181, 722, 1199, 741]
epic-continuation: — ΣΥΝΕΧΕΙΑ ΕΚ ΤΗΣ 1ης ΣΕΛΙΔΟΣ: [747, 592, 905, 603]
crossword-solution-title: ΛΥΣΙΣ ΣΤΑΥΡΟΛΕΞΟΥ ΑΡ. 586: [1038, 842, 1190, 853]
policeman-headline: Ὀαστυφύλαξ αὐτὸς κατεδικάσθη ὡς λωποδύτης...: [1017, 891, 1209, 952]
crossword-cell: [1029, 590, 1048, 609]
elmes-right-row: ΜΑΣΣΑΛΙΑ 28| 1, 18| 2, 11| 3: [266, 667, 408, 679]
miaoulis-block: [70, 923, 454, 970]
panteles-text: Ἑκάστην Δευτέραν 3 μ.μ. διὰ ΣΥΡΟΝ, ΤΗΝΟΝ, ΜΥΚΟΝΟΝ, ΑΓΙΟΝ ΚΗΡΥΚΟΝ, ΚΑΡΛΟΒΑΣΙ, ΒΑΘΥ καὶ κατὰ τὰς ἑπιστροφὰς προσεγγίσεις εἰς ΕΥΔΗΛΟΝ καὶ ΑΜΠΕΛΟΣ. Ἑκάστην Τετάρτην 2 μ.μ. διὰ ΣΥΡΟΝ, ΤΗΝΟΝ, ΜΥΚΟΝΟΝ, ΑΓ. ΚΗΡΥΚΟΝ, ΚΑΡΛΟΒΑΣΙ, ΒΑΘΥ. Ἑκάστην Παρασκευὴν 10 π.μ. διὰ ΑΝΔΡΟΝ, ΚΟΡΘΙΟΝ, ΤΗΝΟΝ, ΜΥΚΟΝΟΝ, ΣΥΡΟΝ, ΠΑΡΟΝ.: [70, 805, 258, 907]
crossword-cell: [1086, 646, 1105, 665]
